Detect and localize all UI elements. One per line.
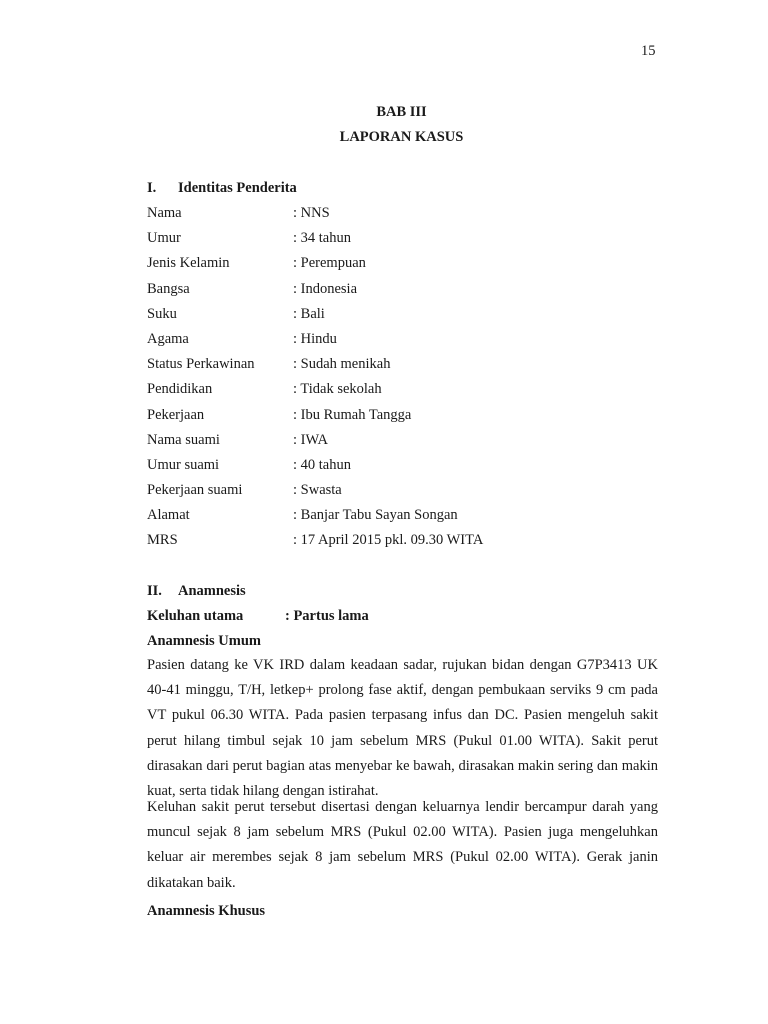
- identity-value: : 17 April 2015 pkl. 09.30 WITA: [293, 532, 484, 549]
- chapter-title: LAPORAN KASUS: [339, 129, 464, 145]
- identity-label: Pekerjaan: [147, 406, 205, 423]
- keluhan-utama-label: Keluhan utama: [147, 608, 244, 624]
- identity-label: Status Perkawinan: [147, 356, 255, 373]
- identity-value: : 34 tahun: [293, 230, 351, 247]
- section-identitas-heading: [147, 180, 297, 197]
- identity-label: Bangsa: [147, 280, 190, 297]
- section-title: Identitas Penderita: [178, 180, 297, 196]
- identity-label: Agama: [147, 330, 189, 347]
- identity-value: : Ibu Rumah Tangga: [293, 406, 412, 423]
- chapter-number: BAB III: [376, 104, 427, 120]
- identity-value: : NNS: [293, 205, 330, 221]
- identity-value: : Tidak sekolah: [293, 381, 382, 398]
- keluhan-utama-value: : Partus lama: [285, 608, 369, 624]
- identity-label: Suku: [147, 305, 177, 322]
- identity-value: : IWA: [293, 431, 329, 448]
- anamnesis-khusus-heading: Anamnesis Khusus: [147, 903, 266, 919]
- anamnesis-umum-heading: Anamnesis Umum: [147, 633, 261, 649]
- identity-label: Umur: [147, 230, 181, 247]
- identity-label: Pendidikan: [147, 381, 213, 398]
- identity-value: : Perempuan: [293, 255, 366, 272]
- identity-value: : Banjar Tabu Sayan Songan: [293, 507, 458, 524]
- identity-label: Umur suami: [147, 456, 220, 473]
- identity-value: : Indonesia: [293, 280, 358, 297]
- anamnesis-umum-paragraph: Pasien datang ke VK IRD dalam keadaan sadar, rujukan bidan dengan G7P3413 UK 40-41 minggu, T/H, letkep+ prolong fase aktif, dengan pembukaan serviks 9 cm pada VT pukul 06.30 WITA. Pada pasien terpasang infus dan DC. Pasien mengeluh sakit perut hilang timbul sejak 10 jam sebelum MRS (Pukul 01.00 WITA). Sakit perut dirasakan dari perut bagian atas menyebar ke bawah, dirasakan makin sering dan makin kuat, serta tidak hilang dengan istirahat.: [147, 657, 658, 800]
- anamnesis-umum-paragraph-2: Keluhan sakit perut tersebut disertasi dengan keluarnya lendir bercampur darah yang muncul sejak 8 jam sebelum MRS (Pukul 02.00 WITA). Pasien juga mengeluhkan keluar air merembes sejak 8 jam sebelum MRS (Pukul 02.00 WITA). Gerak janin dikatakan baik.: [147, 799, 658, 891]
- section-number: I.: [147, 180, 157, 196]
- section-number: II.: [147, 583, 162, 599]
- identity-value: : Hindu: [293, 330, 337, 347]
- page-number: 15: [641, 43, 656, 59]
- identity-label: Nama suami: [147, 431, 220, 448]
- section-title: Anamnesis: [178, 583, 246, 599]
- identity-value: : Sudah menikah: [293, 356, 391, 373]
- identity-label: MRS: [147, 532, 178, 549]
- identity-label: Alamat: [147, 507, 190, 524]
- identity-label: Pekerjaan suami: [147, 482, 243, 499]
- identity-label: Nama: [147, 205, 182, 221]
- identity-value: : Bali: [293, 305, 325, 322]
- identity-value: : 40 tahun: [293, 456, 351, 473]
- identity-label: Jenis Kelamin: [147, 255, 230, 272]
- section-anamnesis-heading: [147, 583, 246, 600]
- keluhan-utama-line: [147, 608, 369, 625]
- identity-value: : Swasta: [293, 482, 342, 499]
